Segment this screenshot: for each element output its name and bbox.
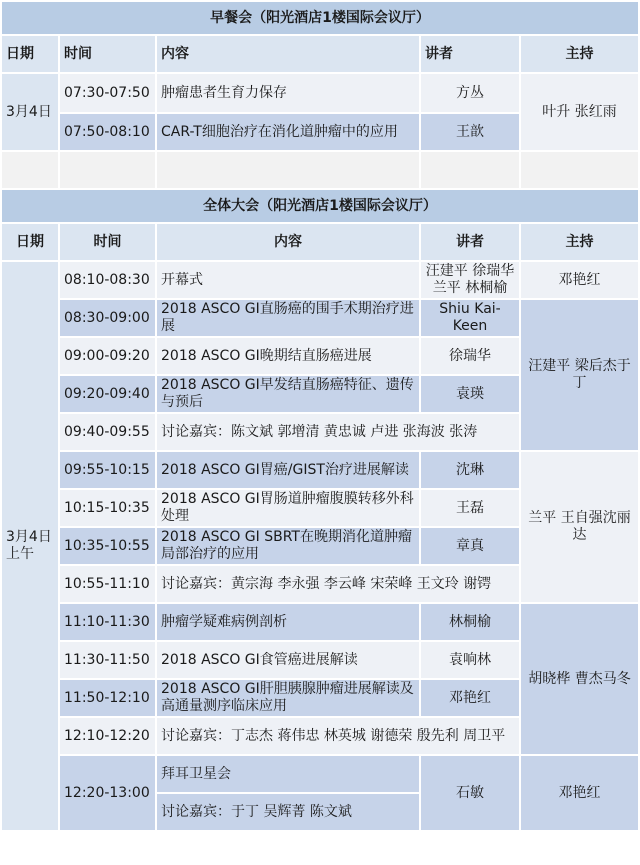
breakfast-title-row (2, 2, 638, 34)
row-speaker: 袁响林 (421, 642, 519, 678)
row-speaker: 邓艳红 (421, 680, 519, 716)
row-content: 2018 ASCO GI直肠癌的围手术期治疗进展 (157, 300, 419, 336)
table-row (2, 756, 638, 792)
table-row (2, 300, 638, 336)
plenary-title-row (2, 190, 638, 222)
row-speaker: 徐瑞华 (421, 338, 519, 374)
row-speaker: 王磊 (421, 490, 519, 526)
row-time: 09:40-09:55 (60, 414, 155, 450)
row-content: CAR-T细胞治疗在消化道肿瘤中的应用 (157, 114, 419, 150)
table-row (2, 74, 638, 112)
row-time: 12:10-12:20 (60, 718, 155, 754)
row-time: 09:55-10:15 (60, 452, 155, 488)
row-time: 08:30-09:00 (60, 300, 155, 336)
row-time: 10:15-10:35 (60, 490, 155, 526)
row-speaker: 石敏 (421, 756, 519, 830)
session-host-2: 兰平 王自强沈丽达 (521, 452, 638, 602)
row-time: 11:10-11:30 (60, 604, 155, 640)
row-discussion: 讨论嘉宾：陈文斌 郭增清 黄忠诚 卢进 张海波 张涛 (157, 414, 519, 450)
row-content: 2018 ASCO GI SBRT在晚期消化道肿瘤局部治疗的应用 (157, 528, 419, 564)
spacer-row (2, 152, 638, 188)
row-speaker: 林桐榆 (421, 604, 519, 640)
header-host: 主持 (521, 224, 638, 260)
row-speaker: 王歆 (421, 114, 519, 150)
row-content: 拜耳卫星会 (157, 756, 419, 792)
row-content: 2018 ASCO GI肝胆胰腺肿瘤进展解读及高通量测序临床应用 (157, 680, 419, 716)
row-content: 2018 ASCO GI早发结直肠癌特征、遗传与预后 (157, 376, 419, 412)
row-speaker: 章真 (421, 528, 519, 564)
row-time: 09:20-09:40 (60, 376, 155, 412)
table-row (2, 604, 638, 640)
row-speaker: 袁瑛 (421, 376, 519, 412)
breakfast-date: 3月4日 (2, 74, 58, 150)
session-host-1: 汪建平 梁后杰于丁 (521, 300, 638, 450)
row-speaker: Shiu Kai-Keen (421, 300, 519, 336)
row-content: 2018 ASCO GI胃肠道肿瘤腹膜转移外科处理 (157, 490, 419, 526)
breakfast-host: 叶升 张红雨 (521, 74, 638, 150)
row-content: 开幕式 (157, 262, 419, 298)
row-time: 07:50-08:10 (60, 114, 155, 150)
row-discussion: 讨论嘉宾：于丁 吴辉菁 陈文斌 (157, 794, 419, 830)
row-time: 10:55-11:10 (60, 566, 155, 602)
header-content: 内容 (157, 36, 419, 72)
breakfast-title: 早餐会（阳光酒店1楼国际会议厅） (2, 2, 638, 34)
row-time: 12:20-13:00 (60, 756, 155, 830)
row-host: 邓艳红 (521, 262, 638, 298)
row-discussion: 讨论嘉宾：黄宗海 李永强 李云峰 宋荣峰 王文玲 谢锷 (157, 566, 519, 602)
row-host: 邓艳红 (521, 756, 638, 830)
row-content: 肿瘤学疑难病例剖析 (157, 604, 419, 640)
row-content: 肿瘤患者生育力保存 (157, 74, 419, 112)
row-discussion: 讨论嘉宾：丁志杰 蒋伟忠 林英城 谢德荣 殷先利 周卫平 (157, 718, 519, 754)
row-time: 10:35-10:55 (60, 528, 155, 564)
row-speaker: 汪建平 徐瑞华 兰平 林桐榆 (421, 262, 519, 298)
header-date: 日期 (2, 224, 58, 260)
row-time: 07:30-07:50 (60, 74, 155, 112)
row-time: 11:30-11:50 (60, 642, 155, 678)
row-speaker: 沈琳 (421, 452, 519, 488)
table-row (2, 262, 638, 298)
breakfast-header-row (2, 36, 638, 72)
row-time: 11:50-12:10 (60, 680, 155, 716)
plenary-date: 3月4日上午 (2, 262, 58, 830)
row-speaker: 方丛 (421, 74, 519, 112)
plenary-title: 全体大会（阳光酒店1楼国际会议厅） (2, 190, 638, 222)
header-date: 日期 (2, 36, 58, 72)
header-time: 时间 (60, 36, 155, 72)
header-content: 内容 (157, 224, 419, 260)
header-time: 时间 (60, 224, 155, 260)
header-host: 主持 (521, 36, 638, 72)
row-content: 2018 ASCO GI晚期结直肠癌进展 (157, 338, 419, 374)
row-time: 09:00-09:20 (60, 338, 155, 374)
row-content: 2018 ASCO GI食管癌进展解读 (157, 642, 419, 678)
session-host-3: 胡晓桦 曹杰马冬 (521, 604, 638, 754)
header-speaker: 讲者 (421, 36, 519, 72)
header-speaker: 讲者 (421, 224, 519, 260)
plenary-header-row (2, 224, 638, 260)
table-row (2, 452, 638, 488)
row-content: 2018 ASCO GI胃癌/GIST治疗进展解读 (157, 452, 419, 488)
row-time: 08:10-08:30 (60, 262, 155, 298)
